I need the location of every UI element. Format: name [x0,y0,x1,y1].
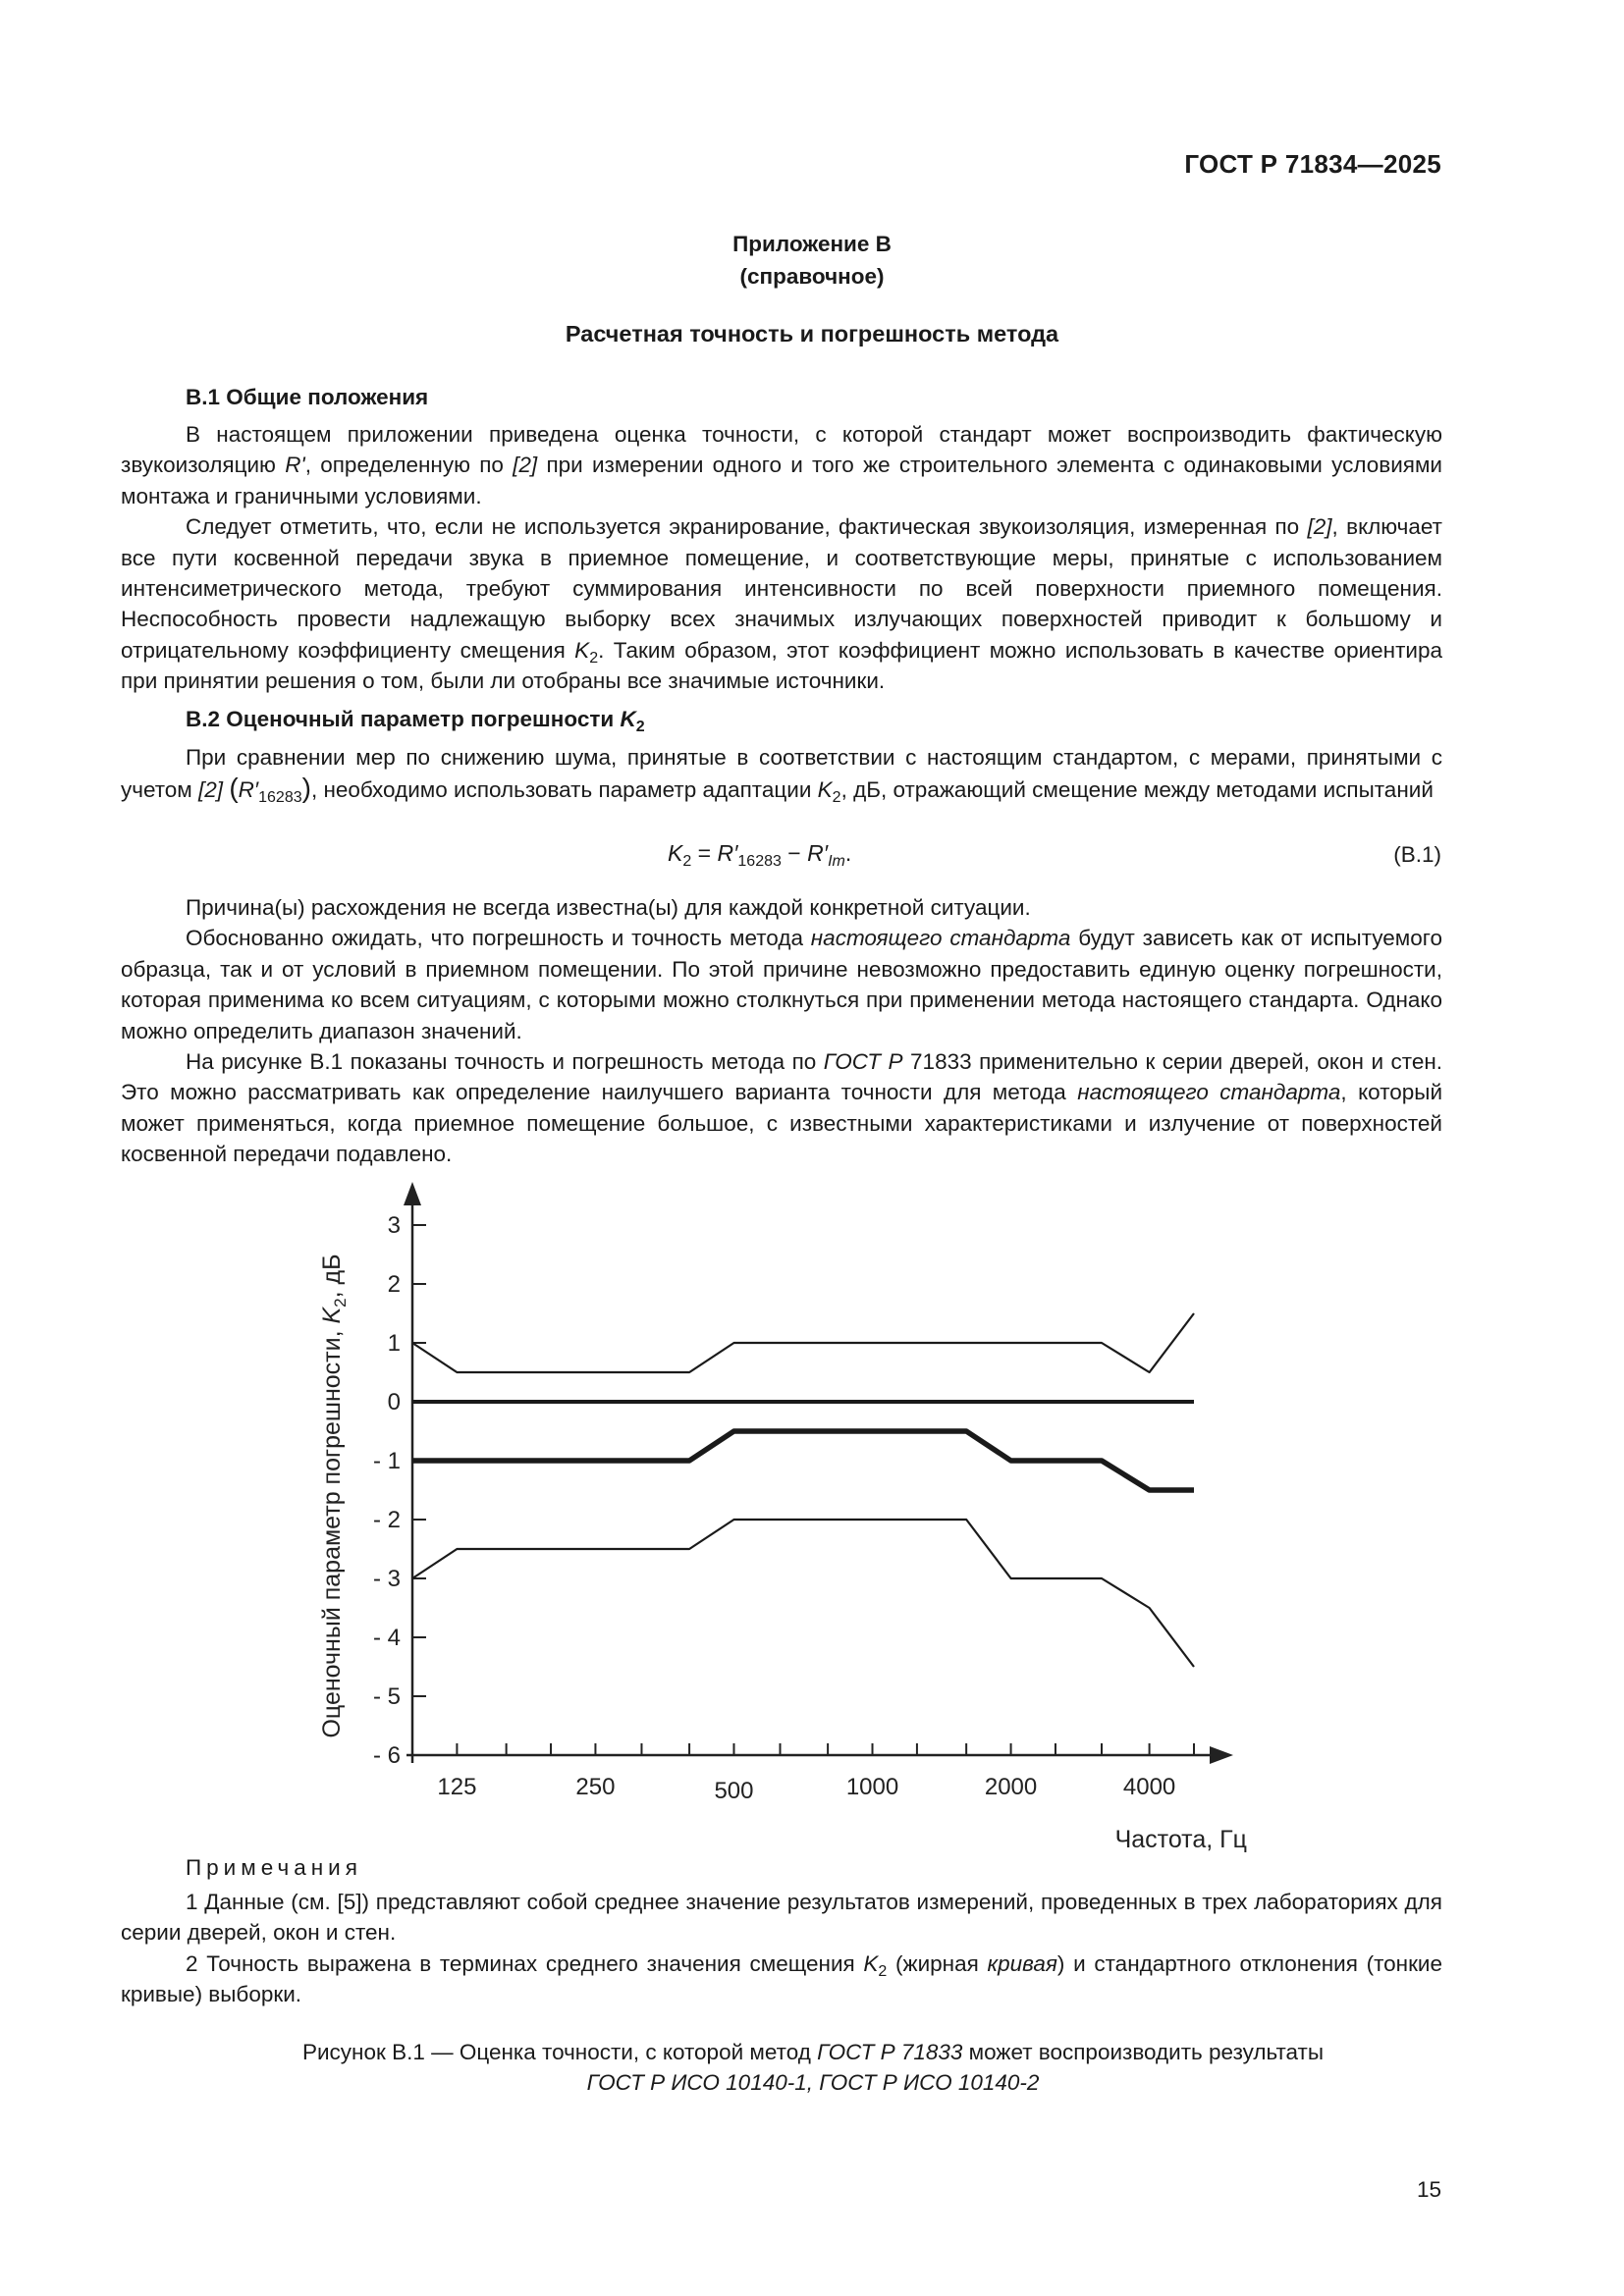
paragraph: В настоящем приложении приведена оценка точности, с которой стандарт может воспроизводить фактическую звукоизоляцию R', определенную по [2] при измерении одного и того же строительного элемента с одинаковыми условиями монтажа и граничными условиями. [121,422,1443,508]
series-line-mean [412,1431,1194,1490]
series-line-lower [412,1520,1194,1667]
paragraph: Обоснованно ожидать, что погрешность и точность метода настоящего стандарта будут зависеть как от испытуемого образца, так и от условий в приемном помещении. По этой причине невозможно предоставить единую оценку погрешности, которая применима ко всем ситуациям, с которыми можно столкнуться при применении метода настоящего стандарта. Однако можно определить диапазон значений. [121,926,1443,1043]
section-1-heading: В.1 Общие положения [186,385,429,409]
y-tick-label: - 5 [372,1683,401,1710]
formula-b1: $K_2 = R'_{16283} - R'_{Im}$. [668,840,852,870]
section-2-heading: В.2 Оценочный параметр погрешности $K_2$ [186,707,645,735]
equation-number: (В.1) [1393,842,1441,867]
x-tick-label: 4000 [1122,1774,1176,1800]
note-2: 2 Точность выражена в терминах среднего значения смещения $K_2$ (жирная кривая) и стандартного отклонения (тонкие кривые) выборки. [121,1950,1442,2007]
x-axis-arrow [1210,1746,1233,1764]
y-tick-label: - 2 [372,1507,401,1533]
caption-line-2: ГОСТ Р ИСО 10140-1, ГОСТ Р ИСО 10140-2 [586,2070,1040,2096]
appendix-label: Приложение В [732,232,892,256]
x-tick-label: 125 [437,1774,477,1800]
standard-number: ГОСТ Р 71834—2025 [1184,149,1441,179]
x-tick-label: 1000 [845,1774,899,1800]
notes-heading: Примечания [186,1855,362,1880]
y-tick-label: - 6 [372,1742,401,1769]
series-line-upper [412,1313,1194,1372]
x-axis-label: Частота, Гц [1114,1826,1247,1853]
x-tick-label: 2000 [984,1774,1038,1800]
caption-line-1: Рисунок В.1 — Оценка точности, с которой метод ГОСТ Р 71833 может воспроизводить результаты [301,2040,1325,2064]
appendix-type: (справочное) [739,264,885,289]
y-axis-label: Оценочный параметр погрешности, $K_2$, дБ [318,1254,350,1738]
y-tick-label: 3 [387,1212,401,1239]
x-tick-label: 500 [714,1778,754,1804]
y-tick-label: - 1 [372,1448,401,1474]
y-tick-label: - 4 [372,1625,401,1651]
paragraph: Причина(ы) расхождения не всегда известна(ы) для каждой конкретной ситуации. [186,895,1031,920]
figure-caption [121,2037,1505,2099]
paragraph: На рисунке В.1 показаны точность и погрешность метода по ГОСТ Р 71833 применительно к серии дверей, окон и стен. Это можно рассматривать как определение наилучшего варианта точности для метода настоящего стандарта, который может применяться, когда приемное помещение большое, с известными характеристиками и излучение от поверхностей косвенной передачи подавлено. [121,1049,1443,1167]
x-tick-label: 250 [575,1774,616,1800]
note-1: 1 Данные (см. [5]) представляют собой среднее значение результатов измерений, проведенных в трех лабораториях для серии дверей, окон и стен. [121,1890,1442,1946]
y-tick-label: 1 [387,1330,401,1357]
appendix-title: Расчетная точность и погрешность метода [565,321,1059,347]
notes-body [121,1887,1442,2010]
page-number: 15 [1416,2177,1441,2202]
y-tick-label: - 3 [372,1566,401,1592]
y-axis-arrow [404,1182,421,1205]
paragraph: При сравнении мер по снижению шума, принятые в соответствии с настоящим стандартом, с мерами, принятыми с учетом [2] $(R'_{16283})$, необходимо использовать параметр адаптации $K_2$, дБ, отражающий смещение между методами испытаний [121,745,1442,807]
paragraph: Следует отметить, что, если не используется экранирование, фактическая звукоизоляция, измеренная по [2], включает все пути косвенной передачи звука в приемное помещение, и соответствующие меры, принятые с использованием интенсиметрического метода, требуют суммирования интенсивности по всей поверхности приемного помещения. Неспособность провести надлежащую выборку всех значимых излучающих поверхностей приводит к большому и отрицательному коэффициенту смещения $K_2$. Таким образом, этот коэффициент можно использовать в качестве ориентира при принятии решения о том, были ли отобраны все значимые источники. [121,514,1442,694]
y-tick-label: 0 [387,1389,401,1415]
y-tick-label: 2 [387,1271,401,1298]
